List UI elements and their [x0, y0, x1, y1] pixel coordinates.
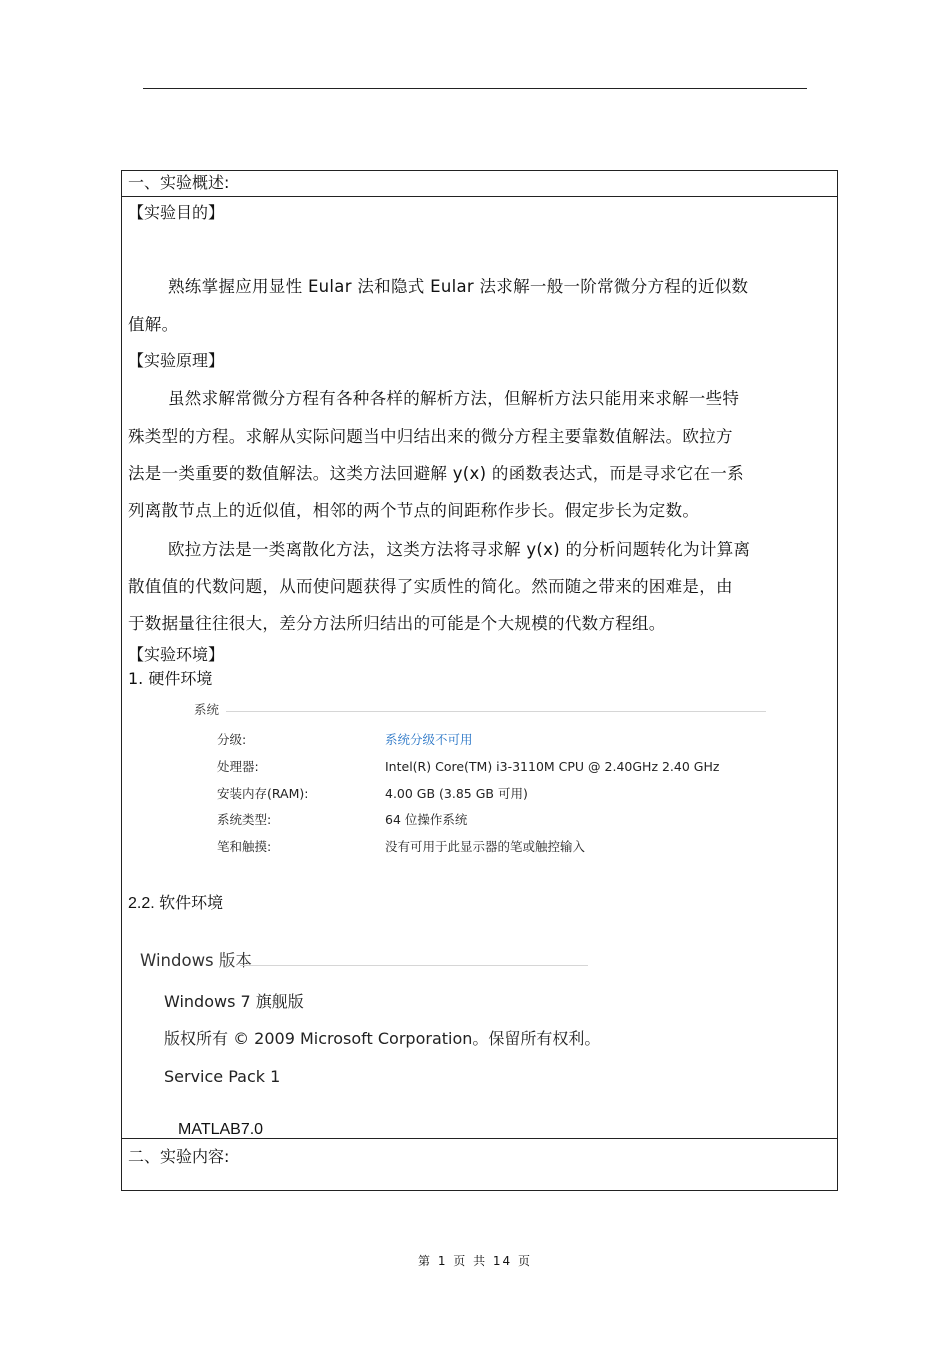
pen-touch-label: 笔和触摸: — [217, 839, 272, 854]
windows-copyright: 版权所有 © 2009 Microsoft Corporation。保留所有权利。 — [164, 1029, 601, 1048]
processor-label: 处理器: — [217, 759, 259, 774]
experiment-table — [121, 170, 838, 1191]
page-footer: 第 1 页 共 14 页 — [418, 1254, 532, 1268]
hardware-heading: 1. 硬件环境 — [128, 669, 213, 688]
principle-line-1: 虽然求解常微分方程有各种各样的解析方法，但解析方法只能用来求解一些特 — [168, 389, 740, 408]
principle-line-2: 殊类型的方程。求解从实际问题当中归结出来的微分方程主要靠数值解法。欧拉方 — [128, 427, 733, 446]
windows-service-pack: Service Pack 1 — [164, 1067, 281, 1086]
system-panel-header: 系统 — [194, 702, 220, 717]
principle-line-6: 散值值的代数问题，从而使问题获得了实质性的简化。然而随之带来的困难是，由 — [128, 577, 733, 596]
purpose-line-1: 熟练掌握应用显性 Eular 法和隐式 Eular 法求解一般一阶常微分方程的近似数 — [168, 277, 749, 296]
pen-touch-value: 没有可用于此显示器的笔或触控输入 — [385, 839, 586, 854]
windows-panel-header: Windows 版本 — [140, 951, 252, 970]
ram-value: 4.00 GB (3.85 GB 可用) — [385, 786, 528, 801]
windows-edition: Windows 7 旗舰版 — [164, 992, 304, 1011]
system-type-value: 64 位操作系统 — [385, 812, 468, 827]
section1-title: 一、实验概述: — [128, 173, 230, 192]
principle-heading: 【实验原理】 — [128, 351, 225, 370]
purpose-heading: 【实验目的】 — [128, 203, 225, 222]
principle-line-4: 列离散节点上的近似值，相邻的两个节点的间距称作步长。假定步长为定数。 — [128, 501, 700, 520]
system-rating-label: 分级: — [217, 732, 247, 747]
matlab-label: MATLAB7.0 — [178, 1121, 264, 1138]
environment-heading: 【实验环境】 — [128, 645, 225, 664]
header-rule — [143, 88, 807, 89]
purpose-line-2: 值解。 — [128, 315, 179, 334]
principle-line-7: 于数据量往往很大，差分方法所归结出的可能是个大规模的代数方程组。 — [128, 614, 666, 633]
principle-line-5: 欧拉方法是一类离散化方法，这类方法将寻求解 y(x) 的分析问题转化为计算离 — [168, 540, 751, 559]
principle-line-3: 法是一类重要的数值解法。这类方法回避解 y(x) 的函数表达式，而是寻求它在一系 — [128, 464, 744, 483]
software-heading: 2.2. 软件环境 — [128, 895, 224, 912]
windows-panel-rule — [240, 965, 588, 966]
system-panel-rule — [226, 711, 766, 712]
ram-label: 安装内存(RAM): — [217, 786, 309, 801]
processor-value: Intel(R) Core(TM) i3-3110M CPU @ 2.40GHz 2.40 GHz — [385, 759, 720, 774]
system-rating-link[interactable]: 系统分级不可用 — [385, 732, 473, 747]
system-type-label: 系统类型: — [217, 812, 272, 827]
section2-title: 二、实验内容: — [128, 1147, 230, 1166]
table-divider-top — [122, 196, 837, 197]
